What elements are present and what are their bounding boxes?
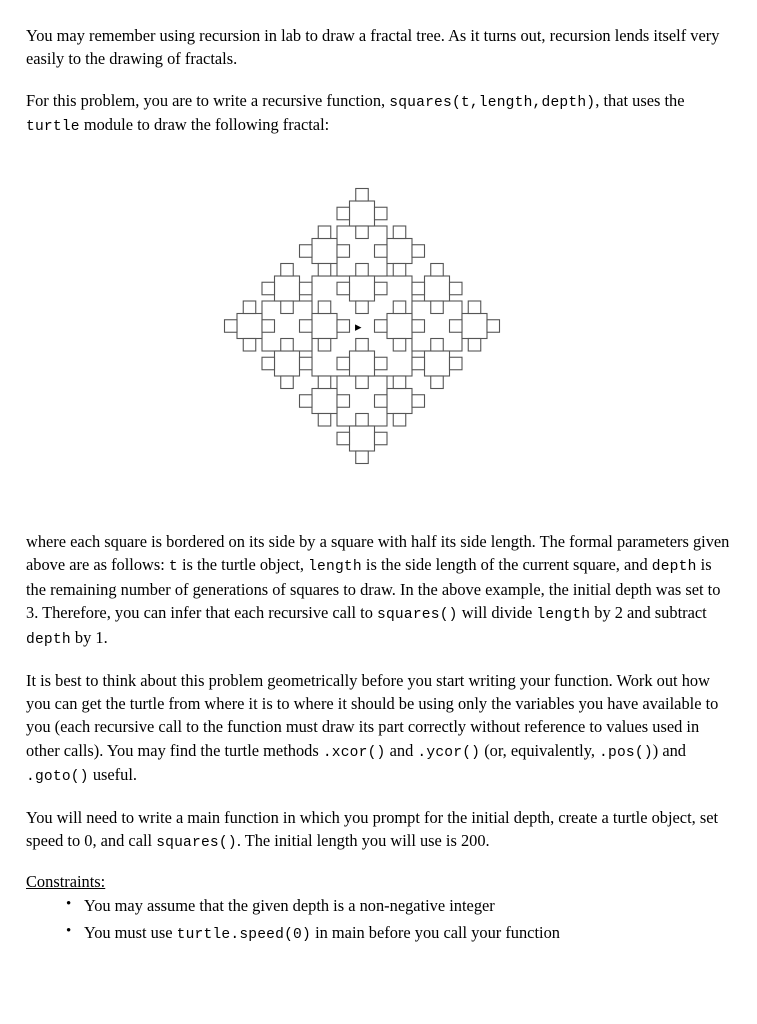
fractal-square — [299, 282, 312, 295]
code-span: .goto() — [26, 769, 89, 786]
fractal-square — [337, 357, 350, 370]
fractal-square — [318, 301, 331, 314]
fractal-square — [224, 320, 237, 333]
code-span: length — [308, 559, 362, 576]
fractal-square — [374, 395, 387, 408]
code-span: .xcor() — [322, 744, 386, 761]
fractal-square — [349, 276, 374, 301]
fractal-square — [299, 320, 312, 333]
fractal-square — [355, 301, 368, 314]
text-span: will divide — [457, 603, 537, 623]
fractal-square — [430, 301, 443, 314]
fractal-figure — [26, 156, 731, 516]
fractal-square — [280, 264, 293, 277]
fractal-square — [449, 282, 462, 295]
fractal-square — [299, 245, 312, 258]
fractal-square — [349, 426, 374, 451]
text-span: useful. — [88, 765, 137, 785]
code-span: .ycor() — [417, 744, 481, 761]
fractal-square — [393, 264, 406, 277]
fractal-square — [449, 320, 462, 333]
paragraph-main-function — [26, 806, 731, 854]
text-span: by 2 and subtract — [590, 603, 707, 623]
text-span: where each square is bordered on its side by a square with half its side length. The formal parameters given above are as follows: — [26, 532, 730, 575]
fractal-square — [337, 320, 350, 333]
fractal-square — [299, 395, 312, 408]
text-span: You must use — [84, 922, 177, 942]
fractal-square — [312, 389, 337, 414]
text-span: module to draw the following fractal: — [79, 115, 330, 135]
paragraph-intro — [26, 24, 731, 71]
fractal-square — [412, 282, 425, 295]
fractal-square — [424, 351, 449, 376]
paragraph-problem-statement — [26, 89, 731, 138]
fractal-square — [487, 320, 500, 333]
fractal-square — [393, 376, 406, 389]
fractal-square — [274, 276, 299, 301]
fractal-square — [393, 226, 406, 239]
fractal-square — [412, 357, 425, 370]
fractal-square — [462, 314, 487, 339]
fractal-square — [262, 282, 275, 295]
text-span: It is best to think about this problem geometrically before you start writing your function. Work out how you can get the turtle from where it is to where it should be using only the variables you have available to you (each recursive call to the function must draw its part correctly without reference to values used in other calls). You may find the turtle methods — [26, 670, 719, 760]
fractal-square — [355, 376, 368, 389]
fractal-square — [468, 339, 481, 352]
fractal-square — [299, 357, 312, 370]
fractal-square — [355, 451, 368, 464]
fractal-square — [393, 414, 406, 427]
fractal-square — [337, 207, 350, 220]
code-span: turtle.speed(0) — [176, 926, 311, 943]
code-span: t — [168, 559, 178, 576]
fractal-square — [312, 314, 337, 339]
text-span: is the remaining number of generations of squares to draw. In the above example, the initial depth was set to 3. Therefore, you can infer that each recursive call to — [26, 555, 721, 623]
fractal-square — [337, 245, 350, 258]
fractal-square — [280, 376, 293, 389]
fractal-square — [237, 314, 262, 339]
fractal-square — [468, 301, 481, 314]
fractal-square — [374, 432, 387, 445]
text-span: You may remember using recursion in lab to draw a fractal tree. As it turns out, recursion lends itself very easily to the drawing of fractals. — [26, 26, 720, 69]
fractal-square — [349, 201, 374, 226]
fractal-square — [318, 339, 331, 352]
recursive-squares-svg — [179, 156, 579, 516]
fractal-square — [280, 301, 293, 314]
fractal-square — [412, 245, 425, 258]
text-span: and — [385, 740, 418, 760]
text-span: is the turtle object, — [177, 555, 309, 575]
text-span: , that uses the — [595, 90, 685, 110]
fractal-square — [412, 320, 425, 333]
text-span: You will need to write a main function in which you prompt for the initial depth, create a turtle object, set speed to 0, and call — [26, 808, 719, 851]
text-span: . The initial length you will use is 200. — [236, 831, 490, 851]
fractal-square — [337, 395, 350, 408]
text-span: in main before you call your function — [310, 922, 560, 942]
fractal-square — [393, 339, 406, 352]
fractal-square — [355, 226, 368, 239]
text-span: You may assume that the given depth is a non-negative integer — [84, 896, 495, 916]
fractal-square — [337, 432, 350, 445]
fractal-square — [274, 351, 299, 376]
fractal-square — [374, 357, 387, 370]
fractal-square — [262, 320, 275, 333]
constraints-list — [26, 894, 731, 947]
paragraph-geometry-hint — [26, 669, 731, 788]
fractal-square — [374, 207, 387, 220]
constraint-item — [66, 921, 731, 947]
text-span: (or, equivalently, — [480, 740, 600, 760]
fractal-square — [262, 357, 275, 370]
text-span: by 1. — [70, 628, 108, 648]
fractal-square — [374, 245, 387, 258]
fractal-square — [430, 264, 443, 277]
fractal-square — [374, 282, 387, 295]
code-span: depth — [651, 559, 697, 576]
constraints-heading: Constraints: — [26, 872, 106, 892]
fractal-square — [387, 239, 412, 264]
fractal-square — [374, 320, 387, 333]
code-span: depth — [26, 632, 71, 649]
fractal-square — [349, 351, 374, 376]
fractal-square — [318, 414, 331, 427]
fractal-square — [387, 314, 412, 339]
text-span: ) and — [652, 740, 687, 760]
code-span: squares() — [377, 607, 458, 624]
text-span: For this problem, you are to write a recursive function, — [26, 90, 390, 110]
turtle-cursor-icon: ▸ — [354, 320, 362, 336]
fractal-square — [280, 339, 293, 352]
fractal-square — [355, 414, 368, 427]
fractal-square — [243, 301, 256, 314]
fractal-square — [430, 376, 443, 389]
fractal-square — [355, 339, 368, 352]
fractal-square — [312, 239, 337, 264]
code-span: squares() — [156, 835, 237, 852]
constraint-item — [66, 894, 731, 919]
fractal-square — [355, 189, 368, 202]
fractal-square — [424, 276, 449, 301]
fractal-square — [387, 389, 412, 414]
fractal-square — [355, 264, 368, 277]
fractal-square — [318, 226, 331, 239]
fractal-square — [318, 264, 331, 277]
fractal-square — [393, 301, 406, 314]
code-span: .pos() — [599, 744, 653, 761]
text-span: is the side length of the current square, and — [361, 555, 652, 575]
code-span: length — [536, 607, 591, 624]
fractal-square — [318, 376, 331, 389]
code-span: turtle — [26, 119, 80, 136]
fractal-square — [412, 395, 425, 408]
code-span: squares(t,length,depth) — [389, 94, 596, 111]
fractal-square — [337, 282, 350, 295]
paragraph-explanation — [26, 530, 731, 651]
fractal-square — [449, 357, 462, 370]
fractal-square — [430, 339, 443, 352]
fractal-square — [243, 339, 256, 352]
